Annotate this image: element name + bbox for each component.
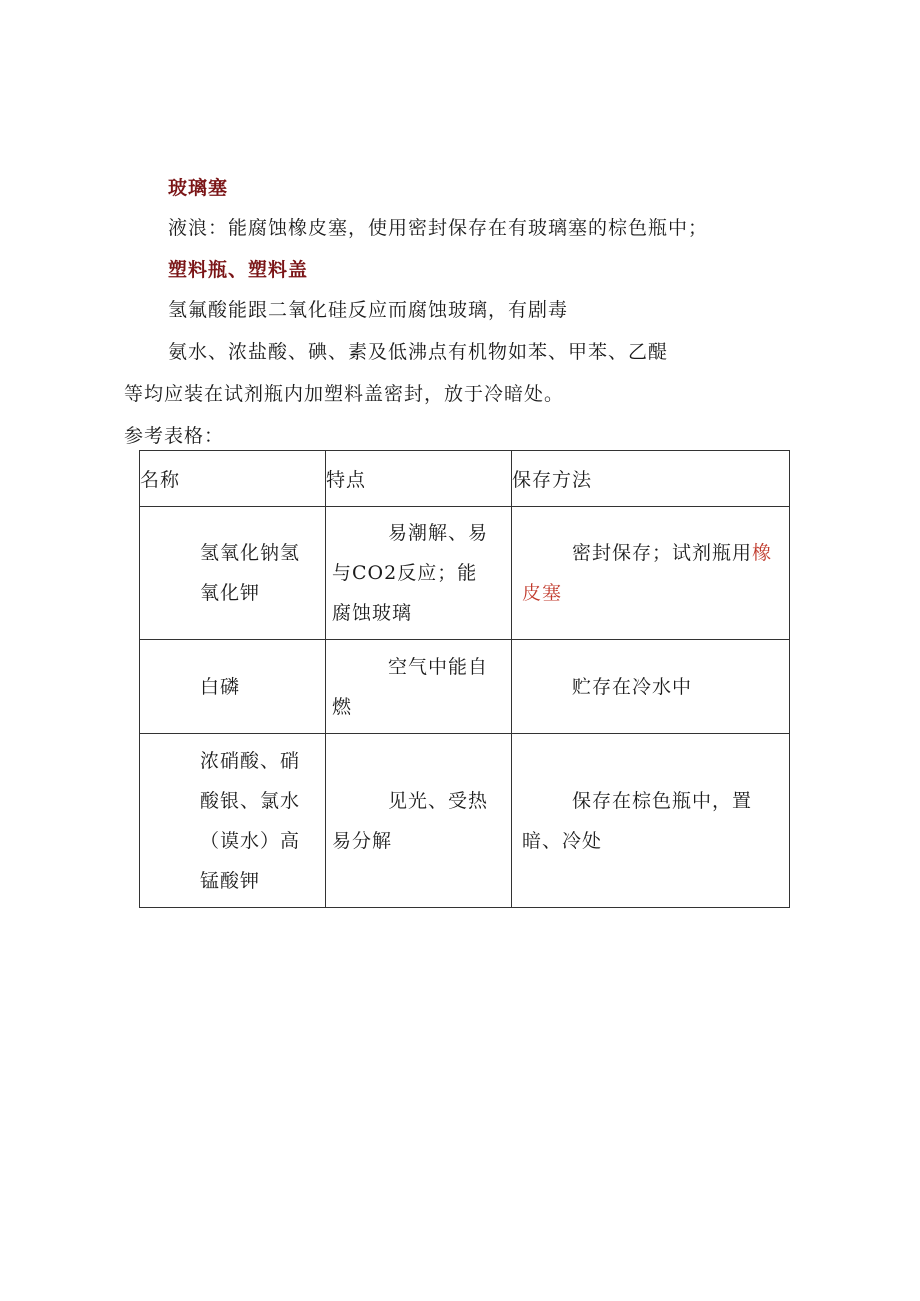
cell-method: 贮存在冷水中 (512, 640, 790, 734)
paragraph-ammonia-1: 氨水、浓盐酸、碘、素及低沸点有机物如苯、甲苯、乙醍 (168, 341, 669, 363)
table-row (140, 640, 790, 734)
paragraph-ammonia-2: 等均应装在试剂瓶内加塑料盖密封，放于冷暗处。 (124, 383, 565, 405)
cell-feature: 易潮解、易与CO2反应；能腐蚀玻璃 (326, 507, 512, 640)
cell-feature: 空气中能自燃 (326, 640, 512, 734)
table-header-row (140, 451, 790, 507)
method-text: 密封保存；试剂瓶用 (572, 542, 753, 564)
header-name: 名称 (140, 451, 326, 507)
header-feature: 特点 (326, 451, 512, 507)
cell-name: 氢氧化钠氢氧化钾 (140, 507, 326, 640)
reference-table (139, 450, 790, 908)
paragraph-bromine: 液浪：能腐蚀橡皮塞，使用密封保存在有玻璃塞的棕色瓶中； (168, 217, 709, 239)
header-method: 保存方法 (512, 451, 790, 507)
cell-method: 保存在棕色瓶中，置暗、冷处 (512, 734, 790, 908)
cell-feature: 见光、受热易分解 (326, 734, 512, 908)
table-row (140, 507, 790, 640)
paragraph-hf: 氢氟酸能跟二氧化硅反应而腐蚀玻璃，有剧毒 (168, 299, 569, 321)
cell-name: 白磷 (140, 640, 326, 734)
heading-plastic: 塑料瓶、塑料盖 (168, 259, 309, 281)
cell-name: 浓硝酸、硝酸银、氯水（谟水）高锰酸钾 (140, 734, 326, 908)
method-highlight: 橡皮塞 (522, 542, 773, 604)
cell-method (512, 507, 790, 640)
reference-label: 参考表格： (124, 425, 225, 447)
table-row (140, 734, 790, 908)
heading-glass-stopper: 玻璃塞 (168, 177, 229, 199)
